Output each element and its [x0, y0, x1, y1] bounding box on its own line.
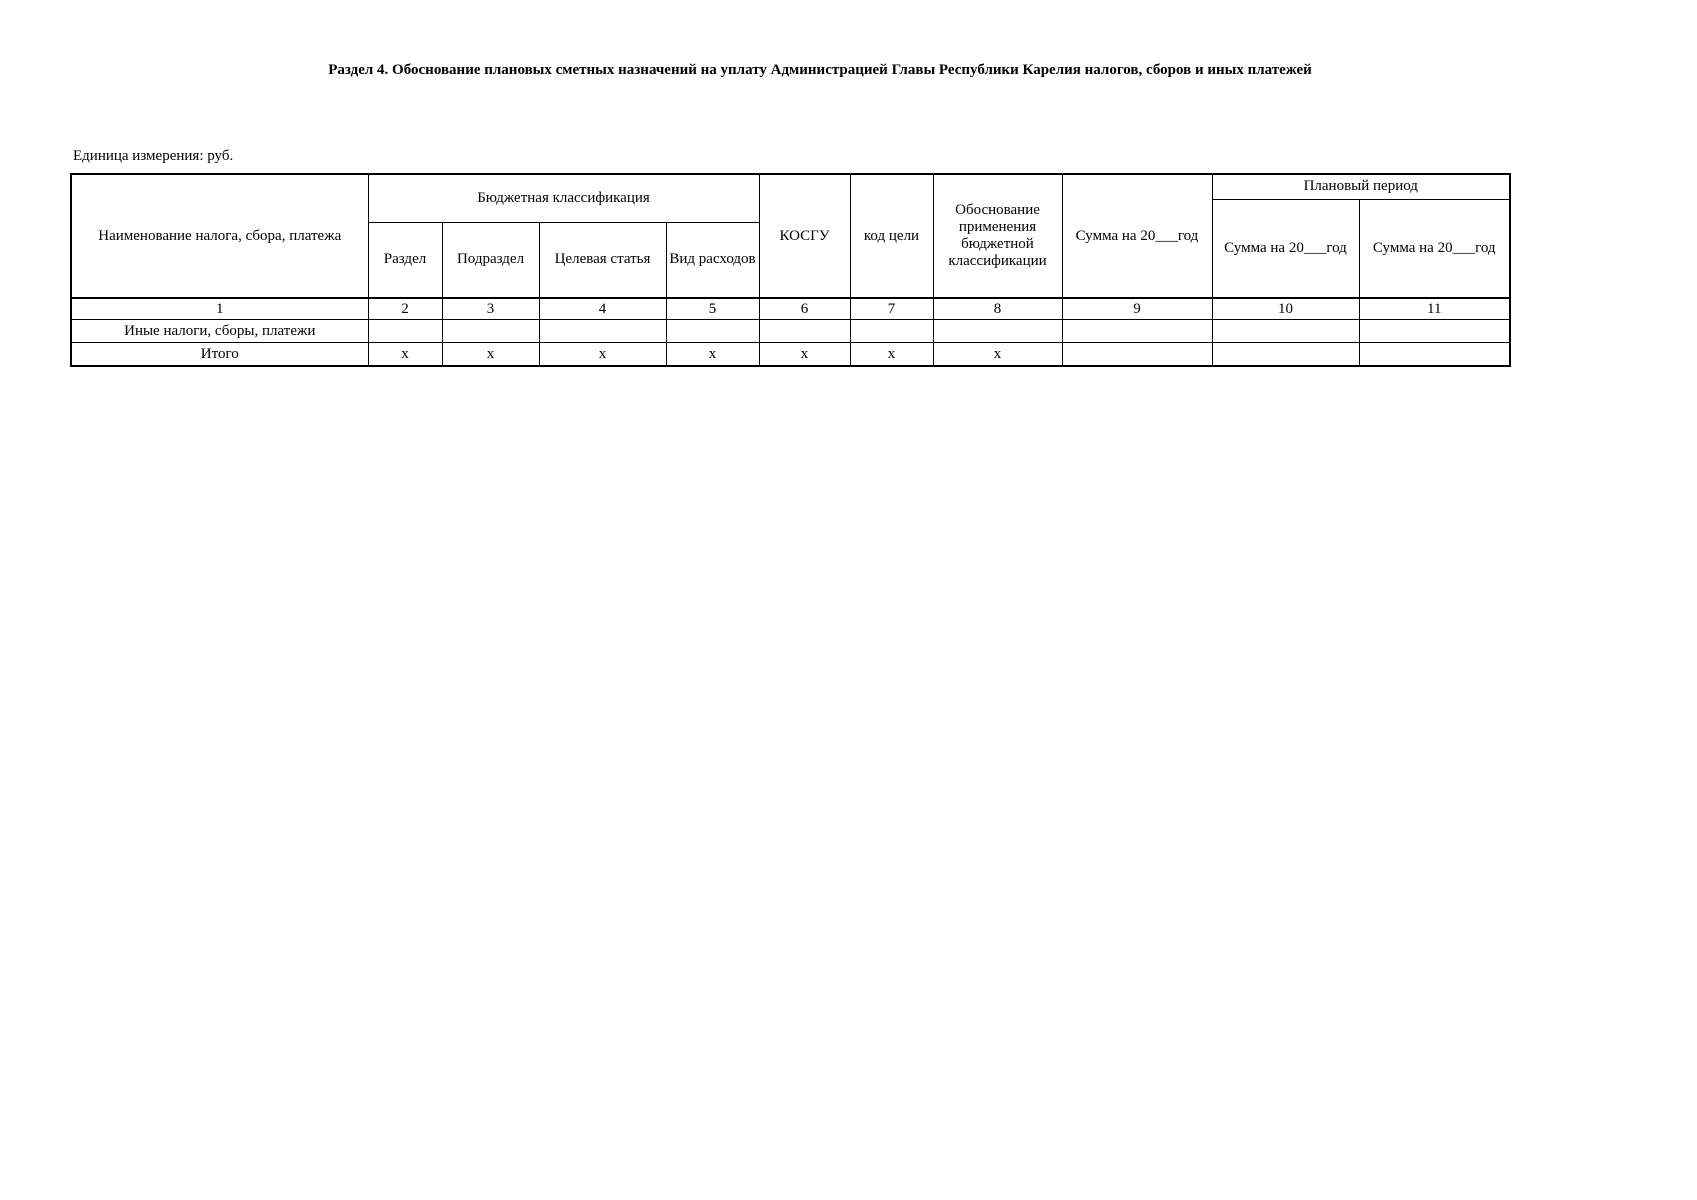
table-header	[71, 174, 1510, 298]
header-classification-justification: Обоснование применения бюджетной классификации	[933, 174, 1062, 298]
table-cell	[442, 320, 539, 343]
table-cell	[933, 320, 1062, 343]
header-kosgu: КОСГУ	[759, 174, 850, 298]
table-cell	[539, 320, 666, 343]
document-title: Раздел 4. Обоснование плановых сметных назначений на уплату Администрацией Главы Республики Карелия налогов, сборов и иных платежей	[328, 62, 1312, 78]
header-target-article: Целевая статья	[539, 222, 666, 298]
column-number: 2	[368, 298, 442, 320]
column-number-row	[71, 298, 1510, 320]
header-sum-current-year: Сумма на 20___год	[1062, 174, 1212, 298]
table-cell	[666, 320, 759, 343]
header-sum-plan-year-1: Сумма на 20___год	[1212, 199, 1359, 298]
column-number: 6	[759, 298, 850, 320]
column-number: 4	[539, 298, 666, 320]
total-cell: x	[539, 343, 666, 367]
column-number: 3	[442, 298, 539, 320]
header-section: Раздел	[368, 222, 442, 298]
table-row	[71, 320, 1510, 343]
measurement-unit: Единица измерения: руб.	[73, 148, 234, 164]
total-cell: x	[442, 343, 539, 367]
total-cell	[1212, 343, 1359, 367]
column-number: 1	[71, 298, 368, 320]
total-cell: x	[933, 343, 1062, 367]
header-subsection: Подраздел	[442, 222, 539, 298]
table-body	[71, 298, 1510, 366]
row-label: Иные налоги, сборы, платежи	[71, 320, 368, 343]
column-number: 11	[1359, 298, 1510, 320]
column-number: 9	[1062, 298, 1212, 320]
table-cell	[759, 320, 850, 343]
header-tax-name: Наименование налога, сбора, платежа	[71, 174, 368, 298]
tax-justification-table	[70, 173, 1511, 367]
table-cell	[368, 320, 442, 343]
header-budget-classification: Бюджетная классификация	[368, 174, 759, 222]
table-cell	[850, 320, 933, 343]
total-cell: x	[666, 343, 759, 367]
total-cell: x	[850, 343, 933, 367]
total-cell: x	[368, 343, 442, 367]
column-number: 8	[933, 298, 1062, 320]
table-cell	[1062, 320, 1212, 343]
total-cell	[1062, 343, 1212, 367]
header-planning-period: Плановый период	[1212, 174, 1510, 199]
table-cell	[1359, 320, 1510, 343]
column-number: 7	[850, 298, 933, 320]
total-label: Итого	[71, 343, 368, 367]
column-number: 10	[1212, 298, 1359, 320]
total-cell	[1359, 343, 1510, 367]
header-sum-plan-year-2: Сумма на 20___год	[1359, 199, 1510, 298]
column-number: 5	[666, 298, 759, 320]
total-row	[71, 343, 1510, 367]
header-goal-code: код цели	[850, 174, 933, 298]
header-expense-type: Вид расходов	[666, 222, 759, 298]
table-cell	[1212, 320, 1359, 343]
total-cell: x	[759, 343, 850, 367]
